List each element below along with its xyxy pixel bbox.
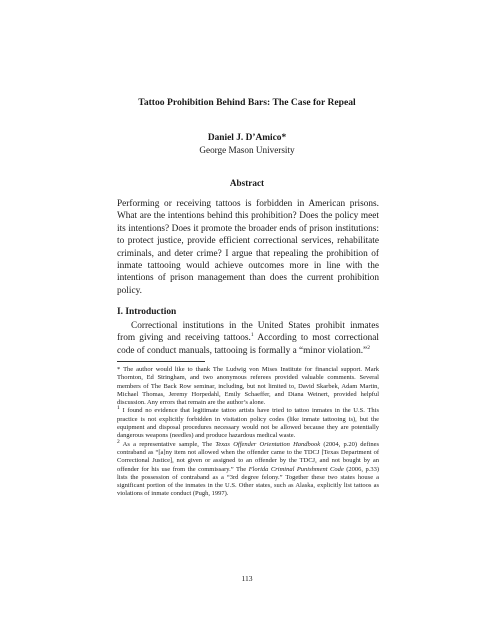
intro-paragraph: [117, 320, 379, 357]
footnote-ref-2: 2: [367, 344, 370, 351]
footnote-star-text: The author would like to thank The Ludwig von Mises Institute for financial support. Mark Thornton, Ed Stringham, and two anonymous referees provided valuable comments. Several members of The Back Row seminar, including, but not limited to, David Skarbek, Adam Martin, Michael Thomas, Jeremy Horpedahl, Emily Schaeffer, and Diana Weinert, provided helpful discussion. Any errors that remain are the author’s alone.: [117, 366, 379, 407]
section-heading: I. Introduction: [117, 307, 177, 317]
intro-text-part2: According to most correctional code of conduct manuals, tattooing is formally a “minor violation.”: [117, 333, 379, 356]
footnote-2: [117, 438, 380, 499]
abstract-heading: Abstract: [229, 178, 265, 188]
footnote-1: [117, 407, 379, 440]
footnote-star-mark: *: [117, 366, 121, 373]
footnotes: [117, 366, 379, 499]
page-number: 113: [241, 574, 253, 583]
footnote-divider: [117, 361, 205, 362]
footnote-2-text-a: As a representative sample, The: [119, 440, 216, 448]
footnote-1-mark: 1: [117, 405, 120, 412]
footnote-star: [117, 366, 379, 407]
abstract-text: Performing or receiving tattoos is forbidden in American prisons. What are the intentions behind this prohibition? Does the policy meet its intentions? Does it promote the broader ends of prison institutions: to protect justice, provide efficient correctional services, rehabilitate criminals, and deter crime? I argue that repealing the prohibition of inmate tattooing would achieve outcomes more in line with the intentions of prison management than does the current prohibition policy.: [117, 199, 379, 296]
author-affiliation: George Mason University: [199, 145, 295, 155]
footnote-2-text-b: (2004, p.20) defines contraband as “[a]ny item not allowed when the offender came to the TDCJ [Texas Department of Correctional Justice], not given or assigned to an offender by the TDCJ, and not bought by an offender for his use from the commissary.” The: [117, 440, 379, 473]
footnote-2-mark: 2: [117, 438, 120, 445]
footnote-2-book-title-1: Texas Offender Orientation Handbook: [215, 440, 321, 448]
footnote-2-text-c: (2006, p.33) lists the possession of contraband as a “3rd degree felony.” Together these two states house a significant portion of the inmates in the U.S. Other states, such as Alaska, explicitly list tattoos as violations of inmate conduct (Pugh, 1997).: [117, 465, 380, 498]
author-name: Daniel J. D’Amico*: [207, 133, 287, 143]
intro-text-part1: Correctional institutions in the United States prohibit inmates from giving and receiving tattoos.: [117, 321, 379, 344]
footnote-1-text: I found no evidence that legitimate tattoo artists have tried to tattoo inmates in the U.S. This practice is not explicitly forbidden in visitation policy codes (like inmate tattooing is), but the equipment and disposal procedures necessary would not be allowed because they are potentially dangerous weapons (needles) and produce hazardous medical waste.: [117, 407, 379, 440]
footnote-ref-1: 1: [250, 332, 254, 339]
paper-title: Tattoo Prohibition Behind Bars: The Case for Repeal: [138, 97, 356, 108]
footnote-2-book-title-2: Florida Criminal Punishment Code: [248, 465, 344, 473]
